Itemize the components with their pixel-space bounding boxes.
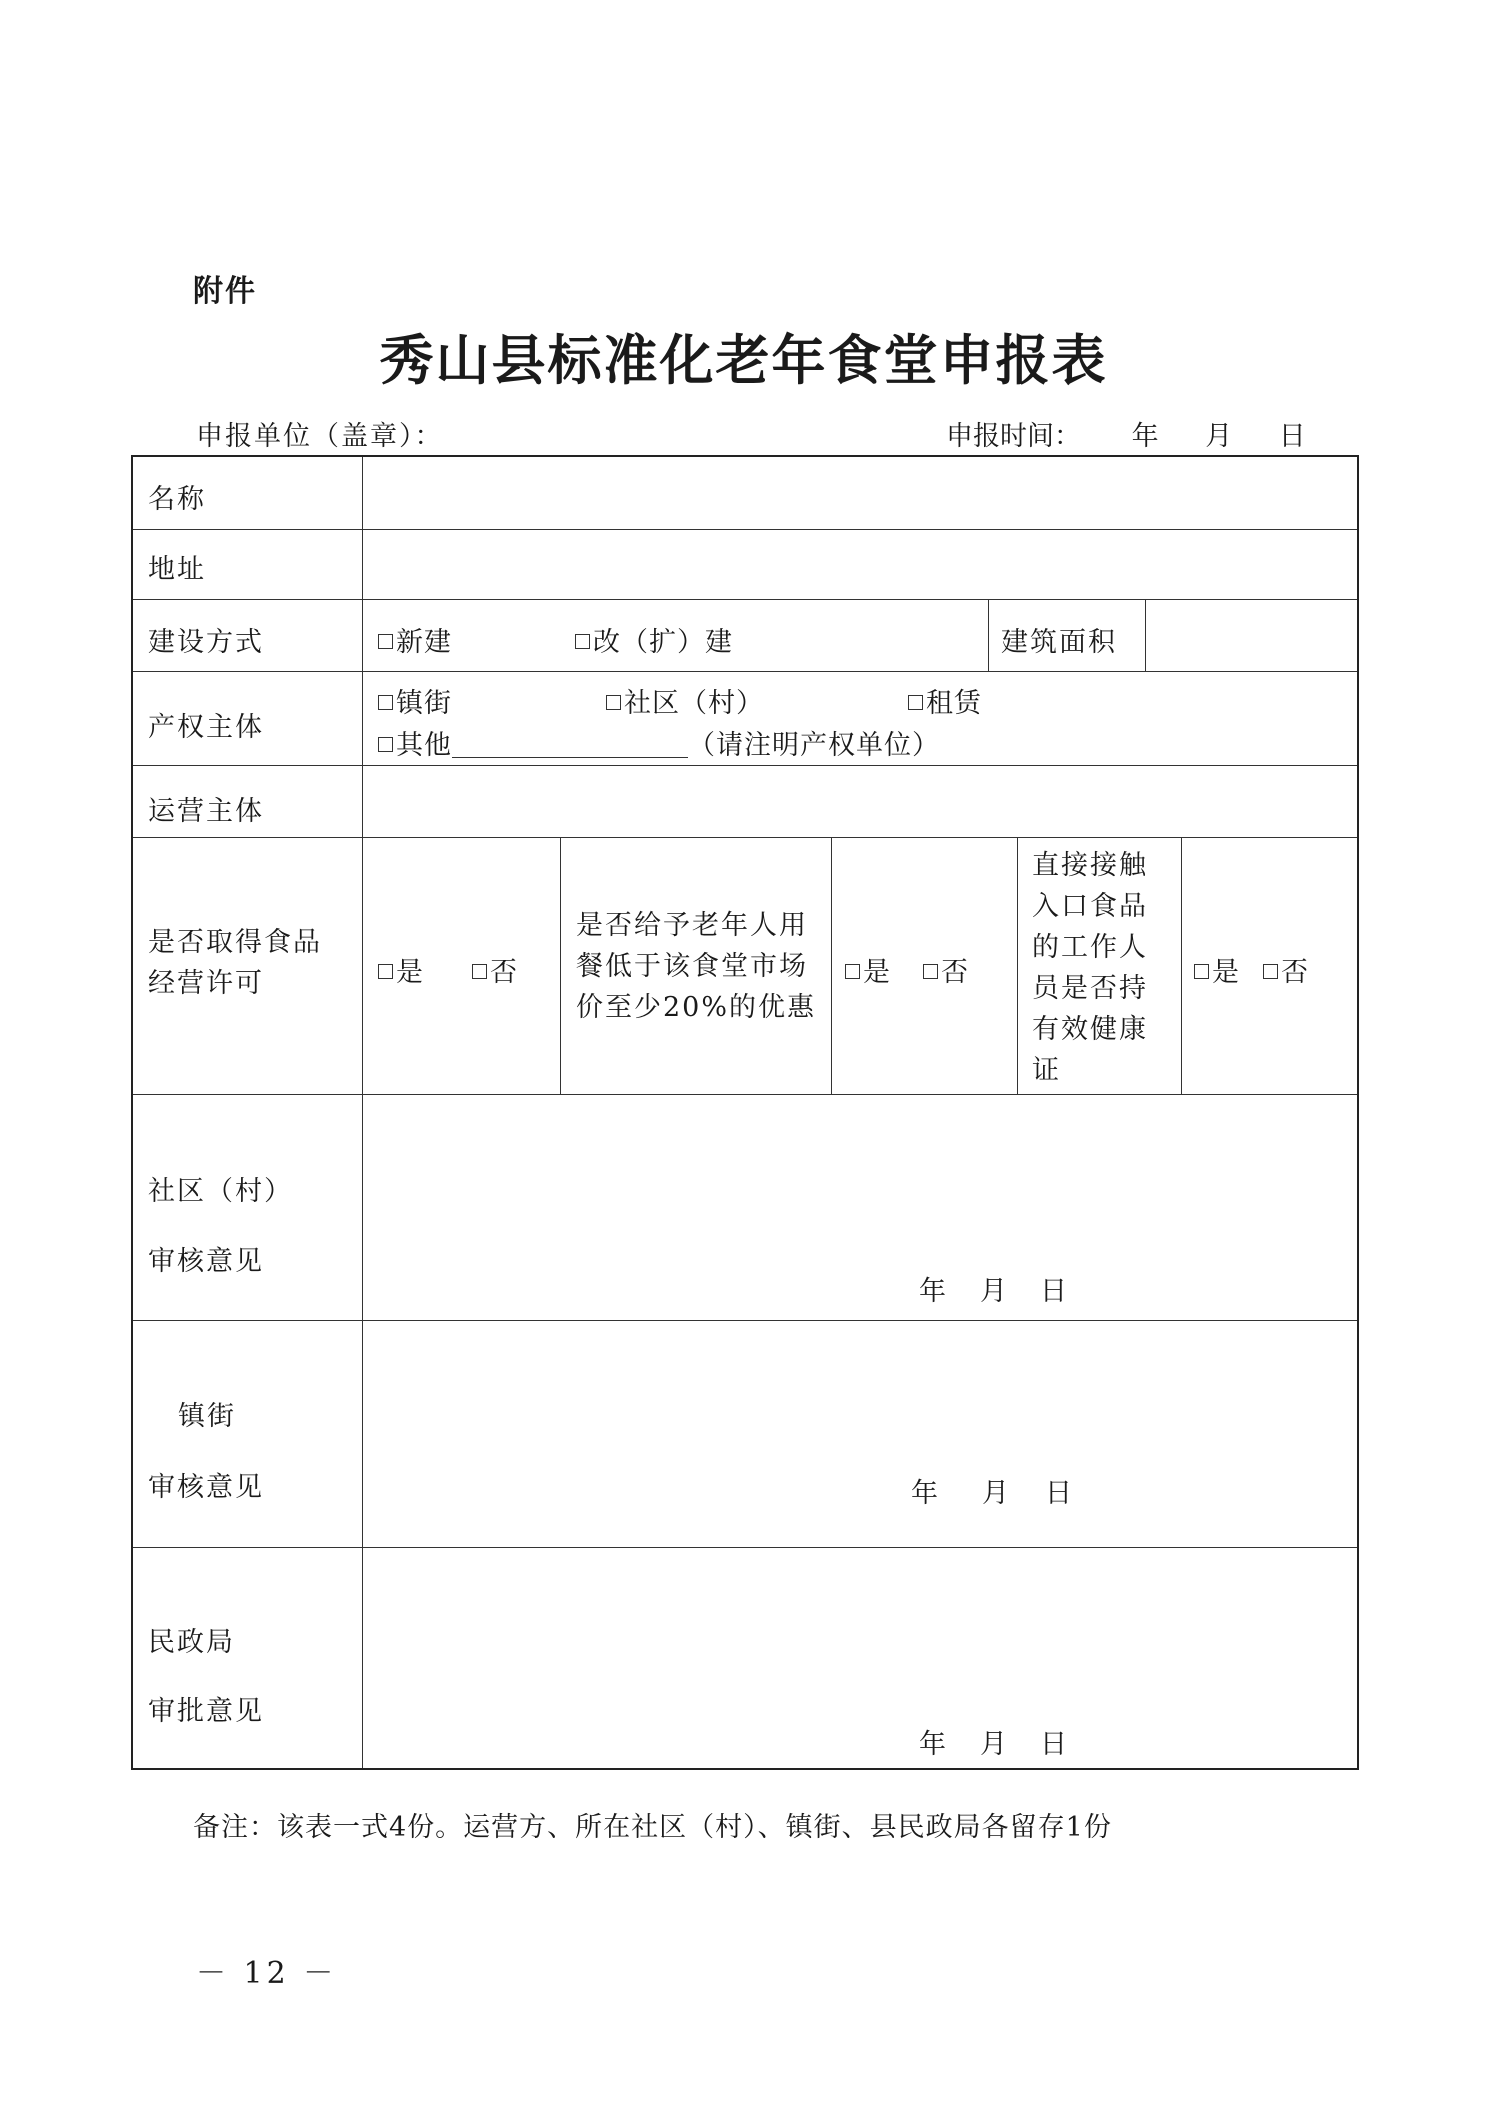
community-review-label-2: 审核意见 <box>148 1246 264 1277</box>
health-certificate-no[interactable] <box>1263 950 1309 989</box>
row-divider <box>133 837 1357 838</box>
build-mode-label: 建设方式 <box>148 627 264 658</box>
ownership-option-lease[interactable] <box>908 681 982 720</box>
ownership-option-community[interactable] <box>606 681 764 720</box>
other-owner-note: （请注明产权单位） <box>688 730 940 761</box>
community-review-year: 年 <box>919 1276 948 1307</box>
remark-note: 备注：该表一式4份。运营方、所在社区（村）、镇街、县民政局各留存1份 <box>193 1812 1112 1843</box>
option-label: 是 <box>1212 957 1240 988</box>
ownership-option-other[interactable] <box>378 723 940 762</box>
floor-area-field[interactable] <box>1147 601 1355 669</box>
option-label: 是 <box>863 957 891 988</box>
civil-affairs-review-month: 月 <box>980 1729 1009 1760</box>
floor-area-label: 建筑面积 <box>1001 627 1117 658</box>
application-date-label: 申报时间： <box>946 421 1081 452</box>
option-label: 租赁 <box>926 688 982 719</box>
attachment-label: 附件 <box>193 274 257 309</box>
operator-field[interactable] <box>364 767 1354 835</box>
town-review-year: 年 <box>911 1478 940 1509</box>
option-label: 改（扩）建 <box>593 627 733 658</box>
civil-affairs-review-field[interactable] <box>364 1549 1354 1767</box>
application-date <box>946 414 1306 453</box>
page-title: 秀山县标准化老年食堂申报表 <box>379 328 1108 392</box>
column-divider <box>1017 837 1018 1094</box>
community-review-month: 月 <box>980 1276 1009 1307</box>
civil-affairs-review-day: 日 <box>1040 1729 1069 1760</box>
checkbox[interactable] <box>378 695 393 710</box>
option-label: 社区（村） <box>624 688 764 719</box>
checkbox[interactable] <box>923 964 938 979</box>
checkbox[interactable] <box>378 737 393 752</box>
column-divider <box>560 837 561 1094</box>
row-divider <box>133 671 1357 672</box>
option-label: 是 <box>396 957 424 988</box>
name-label: 名称 <box>148 484 206 515</box>
civil-affairs-review-label-2: 审批意见 <box>148 1696 264 1727</box>
application-form-table <box>131 455 1359 1770</box>
row-divider <box>133 1094 1357 1095</box>
checkbox[interactable] <box>575 634 590 649</box>
checkbox[interactable] <box>378 634 393 649</box>
town-review-day: 日 <box>1045 1478 1074 1509</box>
column-divider <box>1145 599 1146 671</box>
row-divider <box>133 765 1357 766</box>
ownership-label: 产权主体 <box>148 712 264 743</box>
row-divider <box>133 1320 1357 1321</box>
option-label: 新建 <box>396 627 452 658</box>
community-review-day: 日 <box>1040 1276 1069 1307</box>
column-divider <box>1181 837 1182 1094</box>
option-label: 镇街 <box>396 688 452 719</box>
column-divider <box>988 599 989 671</box>
column-divider <box>831 837 832 1094</box>
food-license-no[interactable] <box>472 950 518 989</box>
civil-affairs-review-year: 年 <box>919 1729 948 1760</box>
column-divider <box>362 457 363 1768</box>
town-review-month: 月 <box>982 1478 1011 1509</box>
build-mode-option-expand[interactable] <box>575 620 733 659</box>
checkbox[interactable] <box>845 964 860 979</box>
checkbox[interactable] <box>1194 964 1209 979</box>
town-review-label-2: 审核意见 <box>148 1472 264 1503</box>
build-mode-option-new[interactable] <box>378 620 452 659</box>
option-label: 其他 <box>396 730 452 761</box>
row-divider <box>133 529 1357 530</box>
checkbox[interactable] <box>1263 964 1278 979</box>
health-certificate-label: 直接接触入口食品的工作人员是否持有效健康证 <box>1032 850 1148 1086</box>
address-label: 地址 <box>148 554 206 585</box>
checkbox[interactable] <box>908 695 923 710</box>
option-label: 否 <box>490 957 518 988</box>
elderly-discount-no[interactable] <box>923 950 969 989</box>
town-review-field[interactable] <box>364 1322 1354 1545</box>
food-license-label: 是否取得食品经营许可 <box>148 927 322 999</box>
checkbox[interactable] <box>606 695 621 710</box>
operator-label: 运营主体 <box>148 796 264 827</box>
row-divider <box>133 599 1357 600</box>
option-label: 否 <box>1281 957 1309 988</box>
application-date-year: 年 <box>1131 421 1159 452</box>
page-number: － 12 － <box>196 1956 338 1991</box>
option-label: 否 <box>941 957 969 988</box>
elderly-discount-yes[interactable] <box>845 950 891 989</box>
community-review-field[interactable] <box>364 1096 1354 1318</box>
community-review-label: 社区（村） <box>148 1176 293 1207</box>
applicant-unit-label: 申报单位（盖章）： <box>196 421 444 452</box>
checkbox[interactable] <box>472 964 487 979</box>
ownership-option-town[interactable] <box>378 681 452 720</box>
health-certificate-yes[interactable] <box>1194 950 1240 989</box>
other-owner-input[interactable] <box>452 731 688 758</box>
name-field[interactable] <box>364 459 1354 527</box>
food-license-yes[interactable] <box>378 950 424 989</box>
address-field[interactable] <box>364 531 1354 597</box>
row-divider <box>133 1547 1357 1548</box>
civil-affairs-review-label: 民政局 <box>148 1627 235 1658</box>
town-review-label: 镇街 <box>178 1401 236 1432</box>
elderly-discount-label: 是否给予老年人用餐低于该食堂市场价至少20%的优惠 <box>576 910 817 1023</box>
application-date-month: 月 <box>1205 421 1233 452</box>
checkbox[interactable] <box>378 964 393 979</box>
application-date-day: 日 <box>1278 421 1306 452</box>
